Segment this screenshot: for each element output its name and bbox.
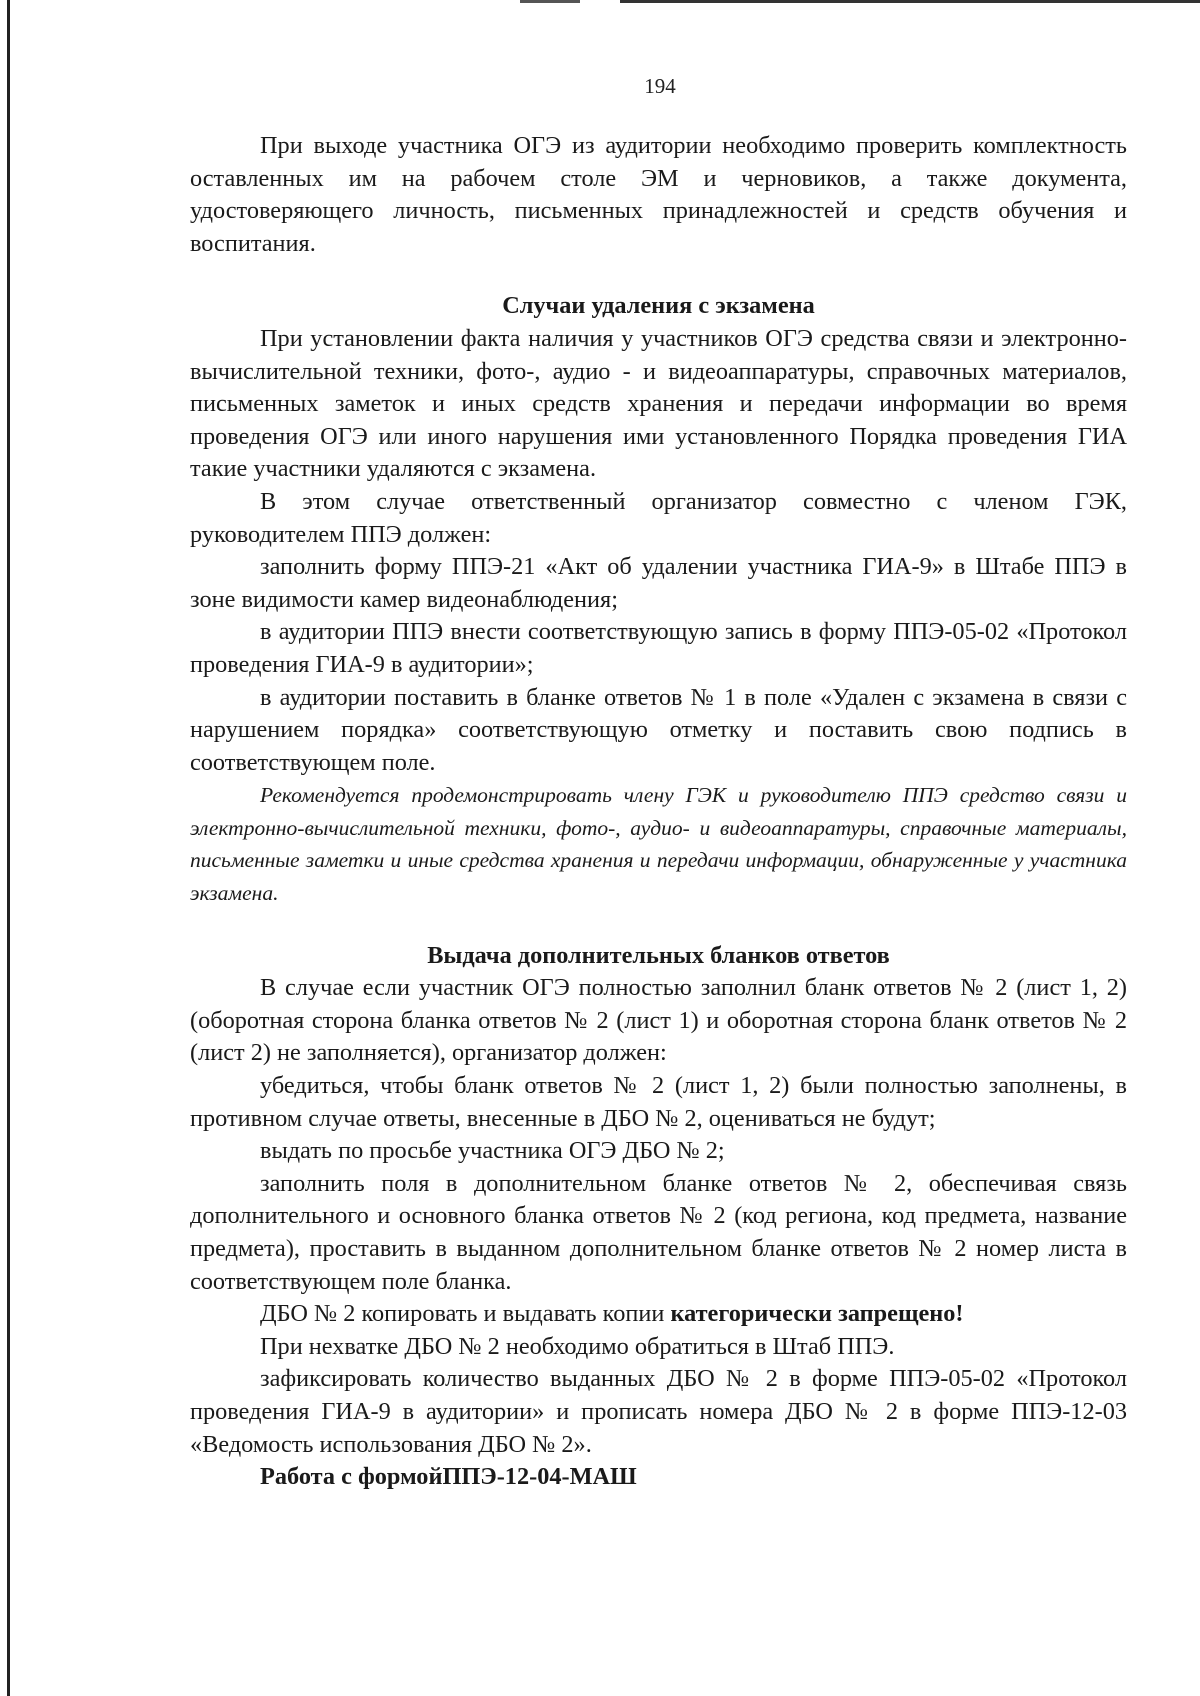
copy-rule-text: ДБО № 2 копировать и выдавать копии	[260, 1300, 671, 1328]
extra-forms-paragraph-4: заполнить поля в дополнительном бланке ответов № 2, обеспечивая связь дополнительного и основного бланка ответов № 2 (код региона, код предмета, название предмета), проставить в выданном дополнительном бланке ответов № 2 номер листа в соответствующем поле бланка.	[190, 1169, 1127, 1295]
extra-forms-paragraph-7: зафиксировать количество выданных ДБО № 2 в форме ППЭ-05-02 «Протокол проведения ГИА-9 в аудитории» и прописать номера ДБО № 2 в форме ППЭ-12-03 «Ведомость использования ДБО № 2».	[190, 1365, 1127, 1458]
section-heading-form-work: Работа с формойППЭ-12-04-МАШ	[260, 1463, 637, 1491]
extra-forms-paragraph-6: При нехватке ДБО № 2 необходимо обратиться в Штаб ППЭ.	[260, 1332, 895, 1360]
intro-paragraph: При выходе участника ОГЭ из аудитории необходимо проверить комплектность оставленных им на рабочем столе ЭМ и черновиков, а также документа, удостоверяющего личность, письменных принадлежностей и средств обучения и воспитания.	[190, 132, 1127, 257]
scan-edge-left	[7, 0, 10, 1696]
scan-edge-top	[620, 0, 1200, 3]
section-gap	[190, 910, 1127, 940]
extra-forms-paragraph-2: убедиться, чтобы бланк ответов № 2 (лист 1, 2) были полностью заполнены, в противном случае ответы, внесенные в ДБО № 2, оцениваться не будут;	[190, 1072, 1127, 1132]
removal-note: Рекомендуется продемонстрировать члену ГЭК и руководителю ППЭ средство связи и электронно-вычислительной техники, фото-, аудио- и видеоаппаратуры, справочные материалы, письменные заметки и иные средства хранения и передачи информации, обнаруженные у участника экзамена.	[190, 783, 1127, 906]
removal-paragraph-5: в аудитории поставить в бланке ответов № 1 в поле «Удален с экзамена в связи с нарушением порядка» соответствующую отметку и поставить свою подпись в соответствующем поле.	[190, 683, 1127, 776]
copy-rule-emphasis: категорически запрещено!	[670, 1300, 964, 1328]
extra-forms-paragraph-3: выдать по просьбе участника ОГЭ ДБО № 2;	[260, 1137, 725, 1165]
removal-paragraph-4: в аудитории ППЭ внести соответствующую запись в форму ППЭ-05-02 «Протокол проведения ГИА-9 в аудитории»;	[190, 618, 1127, 678]
scan-mark-top	[520, 0, 580, 3]
section-gap	[190, 260, 1127, 290]
extra-forms-paragraph-1: В случае если участник ОГЭ полностью заполнил бланк ответов № 2 (лист 1, 2) (оборотная сторона бланка ответов № 2 (лист 1) и оборотная сторона бланк ответов № 2 (лист 2) не заполняется), организатор должен:	[190, 974, 1127, 1067]
removal-paragraph-2: В этом случае ответственный организатор совместно с членом ГЭК, руководителем ППЭ должен:	[190, 487, 1127, 548]
removal-paragraph-1: При установлении факта наличия у участников ОГЭ средства связи и электронно-вычислительной техники, фото-, аудио - и видеоаппаратуры, справочных материалов, письменных заметок и иных средств хранения и передачи информации во время проведения ОГЭ или иного нарушения ими установленного Порядка проведения ГИА такие участники удаляются с экзамена.	[190, 324, 1127, 483]
page-number: 194	[644, 74, 676, 98]
section-heading-removal: Случаи удаления с экзамена	[502, 292, 815, 320]
extra-forms-paragraph-5	[190, 1298, 1127, 1331]
document-body	[190, 130, 1127, 1494]
section-heading-extra-forms: Выдача дополнительных бланков ответов	[427, 941, 890, 969]
removal-paragraph-3: заполнить форму ППЭ-21 «Акт об удалении участника ГИА-9» в Штабе ППЭ в зоне видимости камер видеонаблюдения;	[190, 553, 1127, 613]
